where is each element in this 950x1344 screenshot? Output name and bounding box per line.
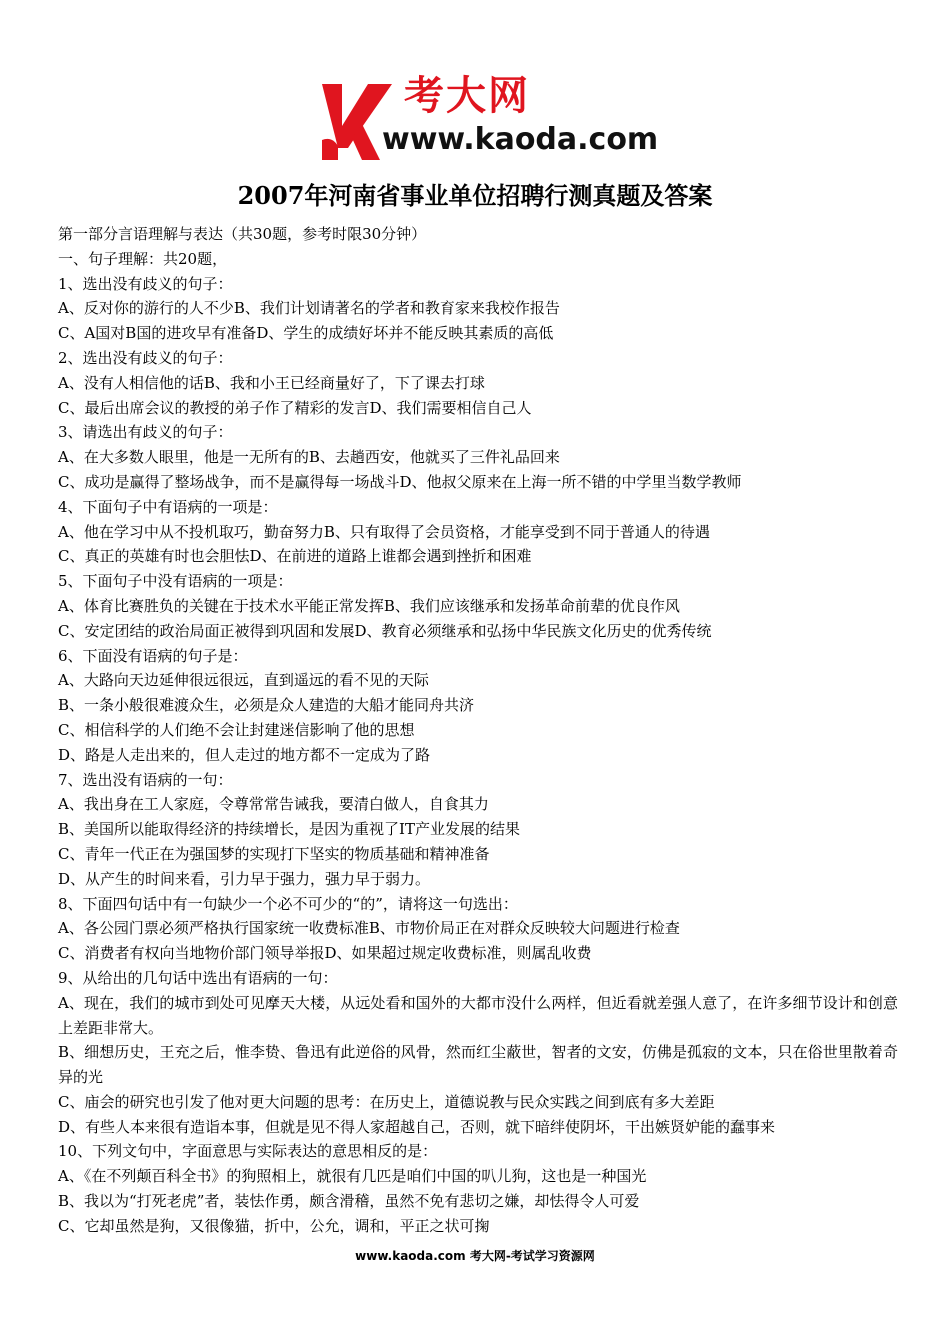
question-7-option-c: C、青年一代正在为强国梦的实现打下坚实的物质基础和精神准备 — [58, 844, 490, 863]
logo-url-text: www.kaoda.com — [382, 122, 659, 157]
question-9-option-d: D、有些人本来很有造诣本事，但就是见不得人家超越自己，否则，就下暗绊使阴坏，干出嫉贤妒能的蠢事来 — [58, 1117, 776, 1136]
question-4-options-cd: C、真正的英雄有时也会胆怯D、在前进的道路上谁都会遇到挫折和困难 — [58, 547, 532, 566]
document-title: 2007年河南省事业单位招聘行测真题及答案 — [237, 181, 713, 210]
question-10-option-a: A、《在不列颠百科全书》的狗照相上，就很有几匹是咱们中国的叭儿狗，这也是一种国光 — [58, 1167, 647, 1186]
question-10-option-c: C、它却虽然是狗，又很像猫，折中，公允，调和，平正之状可掬 — [58, 1216, 490, 1235]
question-1: 1、选出没有歧义的句子： — [58, 274, 233, 293]
question-7: 7、选出没有语病的一句： — [58, 770, 233, 789]
logo-brand-text: 考大网 — [404, 73, 530, 119]
question-5-options-cd: C、安定团结的政治局面正被得到巩固和发展D、教育必须继承和弘扬中华民族文化历史的优秀传统 — [58, 621, 712, 640]
question-8-options-ab: A、各公园门票必须严格执行国家统一收费标准B、市物价局正在对群众反映较大问题进行检查 — [58, 919, 680, 938]
question-7-option-a: A、我出身在工人家庭，令尊常常告诫我，要清白做人，自食其力 — [58, 795, 489, 814]
question-9-option-a: A、现在，我们的城市到处可见摩天大楼，从远处看和国外的大都市没什么两样，但近看就差强人意了，在许多细节设计和创意上差距非常大。 — [58, 993, 898, 1037]
question-5: 5、下面句子中没有语病的一项是： — [58, 572, 293, 591]
question-7-option-d: D、从产生的时间来看，引力早于强力，强力早于弱力。 — [58, 869, 431, 888]
question-1-options-ab: A、反对你的游行的人不少B、我们计划请著名的学者和教育家来我校作报告 — [58, 299, 560, 318]
question-9-option-b: B、细想历史，王充之后，惟李贽、鲁迅有此逆俗的风骨，然而红尘蔽世，智者的文安，仿佛是孤寂的文本，只在俗世里散着奇异的光 — [58, 1043, 898, 1087]
question-4: 4、下面句子中有语病的一项是： — [58, 497, 278, 516]
page-footer: www.kaoda.com 考大网-考试学习资源网 — [355, 1249, 595, 1263]
question-6: 6、下面没有语病的句子是： — [58, 646, 248, 665]
question-7-option-b: B、美国所以能取得经济的持续增长，是因为重视了IT产业发展的结果 — [58, 820, 520, 839]
question-5-options-ab: A、体育比赛胜负的关键在于技术水平能正常发挥B、我们应该继承和发扬革命前辈的优良作风 — [58, 596, 680, 615]
question-6-option-c: C、相信科学的人们绝不会让封建迷信影响了他的思想 — [58, 720, 415, 739]
question-8-options-cd: C、消费者有权向当地物价部门领导举报D、如果超过规定收费标准，则属乱收费 — [58, 944, 592, 963]
question-3: 3、请选出有歧义的句子： — [58, 423, 233, 442]
question-9-option-c: C、庙会的研究也引发了他对更大问题的思考：在历史上，道德说教与民众实践之间到底有多大差距 — [58, 1092, 715, 1111]
question-3-options-ab: A、在大多数人眼里，他是一无所有的B、去趟西安，他就买了三件礼品回来 — [58, 448, 560, 467]
question-6-option-a: A、大路向天边延伸很远很远，直到遥远的看不见的天际 — [58, 671, 429, 690]
question-2: 2、选出没有歧义的句子： — [58, 348, 233, 367]
question-3-options-cd: C、成功是赢得了整场战争，而不是赢得每一场战斗D、他叔父原来在上海一所不错的中学里当数学教师 — [58, 472, 742, 491]
question-1-options-cd: C、A国对B国的进攻早有准备D、学生的成绩好坏并不能反映其素质的高低 — [58, 324, 554, 343]
kaoda-logo — [318, 73, 659, 166]
subsection-heading: 一、句子理解：共20题， — [58, 249, 228, 268]
question-6-option-b: B、一条小般很难渡众生，必须是众人建造的大船才能同舟共济 — [58, 696, 475, 715]
section-heading: 第一部分言语理解与表达（共30题，参考时限30分钟） — [58, 225, 427, 243]
document-body — [58, 222, 898, 1239]
question-2-options-ab: A、没有人相信他的话B、我和小王已经商量好了，下了课去打球 — [58, 373, 485, 392]
question-4-options-ab: A、他在学习中从不投机取巧，勤奋努力B、只有取得了会员资格，才能享受到不同于普通人的待遇 — [58, 522, 710, 541]
question-9: 9、从给出的几句话中选出有语病的一句： — [58, 968, 338, 987]
question-10-option-b: B、我以为“打死老虎”者，装怯作勇，颇含滑稽，虽然不免有悲切之嫌，却怯得令人可爱 — [58, 1192, 640, 1211]
question-2-options-cd: C、最后出席会议的教授的弟子作了精彩的发言D、我们需要相信自己人 — [58, 398, 532, 417]
question-6-option-d: D、路是人走出来的，但人走过的地方都不一定成为了路 — [58, 745, 431, 764]
question-10: 10、下列文句中，字面意思与实际表达的意思相反的是： — [58, 1142, 438, 1161]
question-8: 8、下面四句话中有一句缺少一个必不可少的“的”，请将这一句选出： — [58, 894, 518, 913]
